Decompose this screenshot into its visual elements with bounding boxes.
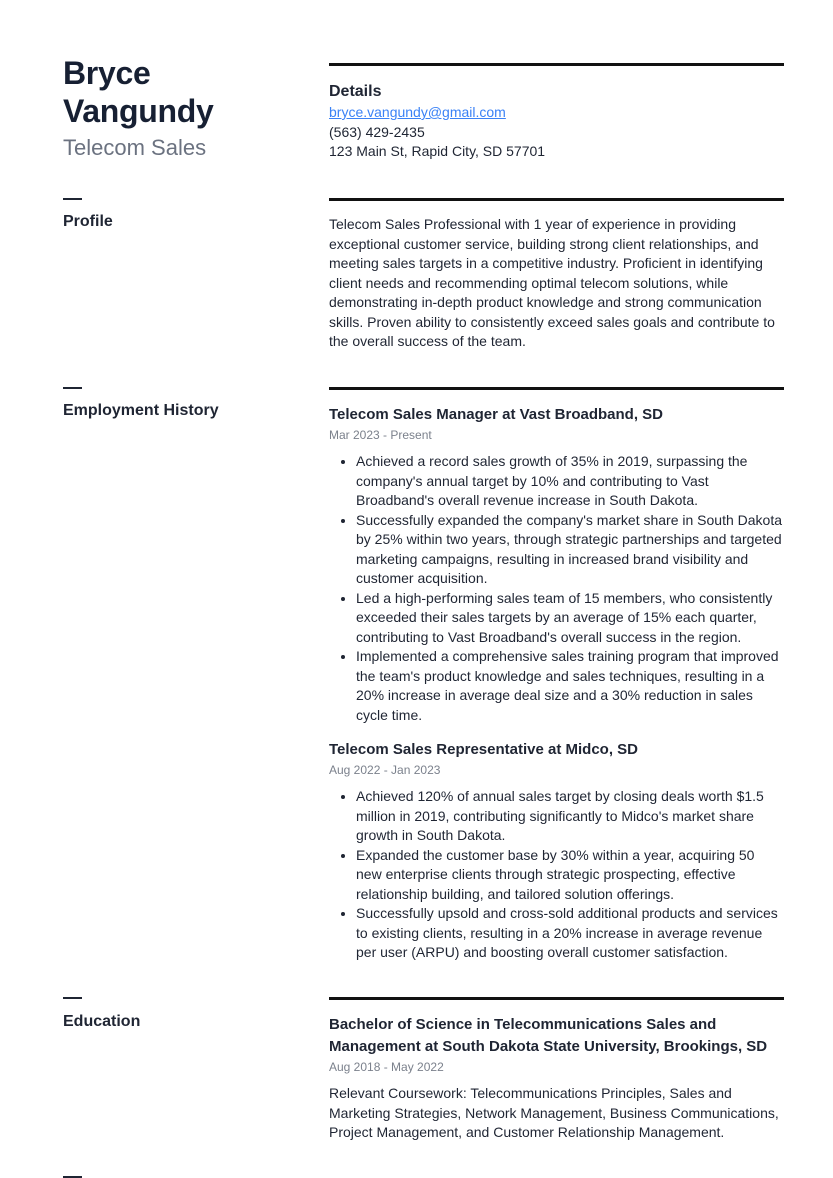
job-bullets [329, 452, 784, 725]
job-title: Telecom Sales Representative at Midco, SD [329, 741, 639, 758]
divider [329, 198, 784, 201]
education-heading: Education [63, 1013, 141, 1030]
bullet: • Led a high-performing sales team of 15 members, who consistently exceeded their sales targets by an average of 15% each quarter, contributing to Vast Broadband's overall success in the region. [356, 589, 784, 648]
bullet: • Successfully upsold and cross-sold additional products and services to existing clients, resulting in a 20% increase in average revenue per user (ARPU) and boosting overall customer satisfaction. [356, 904, 784, 963]
employment-section [329, 404, 784, 977]
details-heading: Details [329, 83, 382, 100]
divider [329, 997, 784, 1000]
education-section [329, 1014, 784, 1143]
coursework: Relevant Coursework: Telecommunications Principles, Sales and Marketing Strategies, Network Management, Business Communications, Project Management, and Customer Relationship Management. [329, 1085, 779, 1140]
divider [63, 997, 82, 999]
job-bullets [329, 787, 784, 963]
candidate-name: Bryce Vangundy [63, 55, 214, 129]
job-title: Telecom Sales Manager at Vast Broadband, SD [329, 406, 663, 423]
job-entry [329, 739, 784, 963]
employment-heading: Employment History [63, 402, 219, 419]
email-link[interactable]: bryce.vangundy@gmail.com [329, 104, 506, 120]
divider [329, 63, 784, 66]
divider [63, 198, 82, 200]
degree: Bachelor of Science in Telecommunications Sales and Management at South Dakota State University, Brookings, SD [329, 1016, 768, 1055]
divider [63, 387, 82, 389]
job-title: Telecom Sales [63, 135, 207, 160]
divider [329, 387, 784, 390]
job-entry [329, 404, 784, 725]
profile-heading: Profile [63, 213, 113, 230]
bullet: • Implemented a comprehensive sales training program that improved the team's product knowledge and sales techniques, resulting in a 20% increase in average deal size and a 30% reduction in sales cycle time. [356, 647, 784, 725]
job-dates: Aug 2022 - Jan 2023 [329, 763, 441, 777]
bullet: • Successfully expanded the company's market share in South Dakota by 25% within two years, through strategic partnerships and targeted marketing campaigns, resulting in increased brand visibility and customer acquisition. [356, 511, 784, 589]
address: 123 Main St, Rapid City, SD 57701 [329, 143, 546, 159]
phone: (563) 429-2435 [329, 123, 425, 140]
education-dates: Aug 2018 - May 2022 [329, 1060, 444, 1074]
job-dates: Mar 2023 - Present [329, 428, 432, 442]
bullet: • Achieved 120% of annual sales target by closing deals worth $1.5 million in 2019, contributing significantly to Midco's market share growth in South Dakota. [356, 787, 784, 846]
bullet: • Achieved a record sales growth of 35% in 2019, surpassing the company's annual target by 10% and contributing to Vast Broadband's overall revenue increase in South Dakota. [356, 452, 784, 511]
profile-text: Telecom Sales Professional with 1 year of experience in providing exceptional customer service, building strong client relationships, and meeting sales targets in a competitive industry. Proficient in identifying client needs and recommending optimal telecom solutions, while demonstrating in-depth product knowledge and strong communication skills. Proven ability to consistently exceed sales goals and contribute to the overall success of the team. [329, 216, 775, 349]
bullet: • Expanded the customer base by 30% within a year, acquiring 50 new enterprise clients through strategic prospecting, effective relationship building, and tailored solution offerings. [356, 846, 784, 905]
details-section [329, 81, 784, 162]
